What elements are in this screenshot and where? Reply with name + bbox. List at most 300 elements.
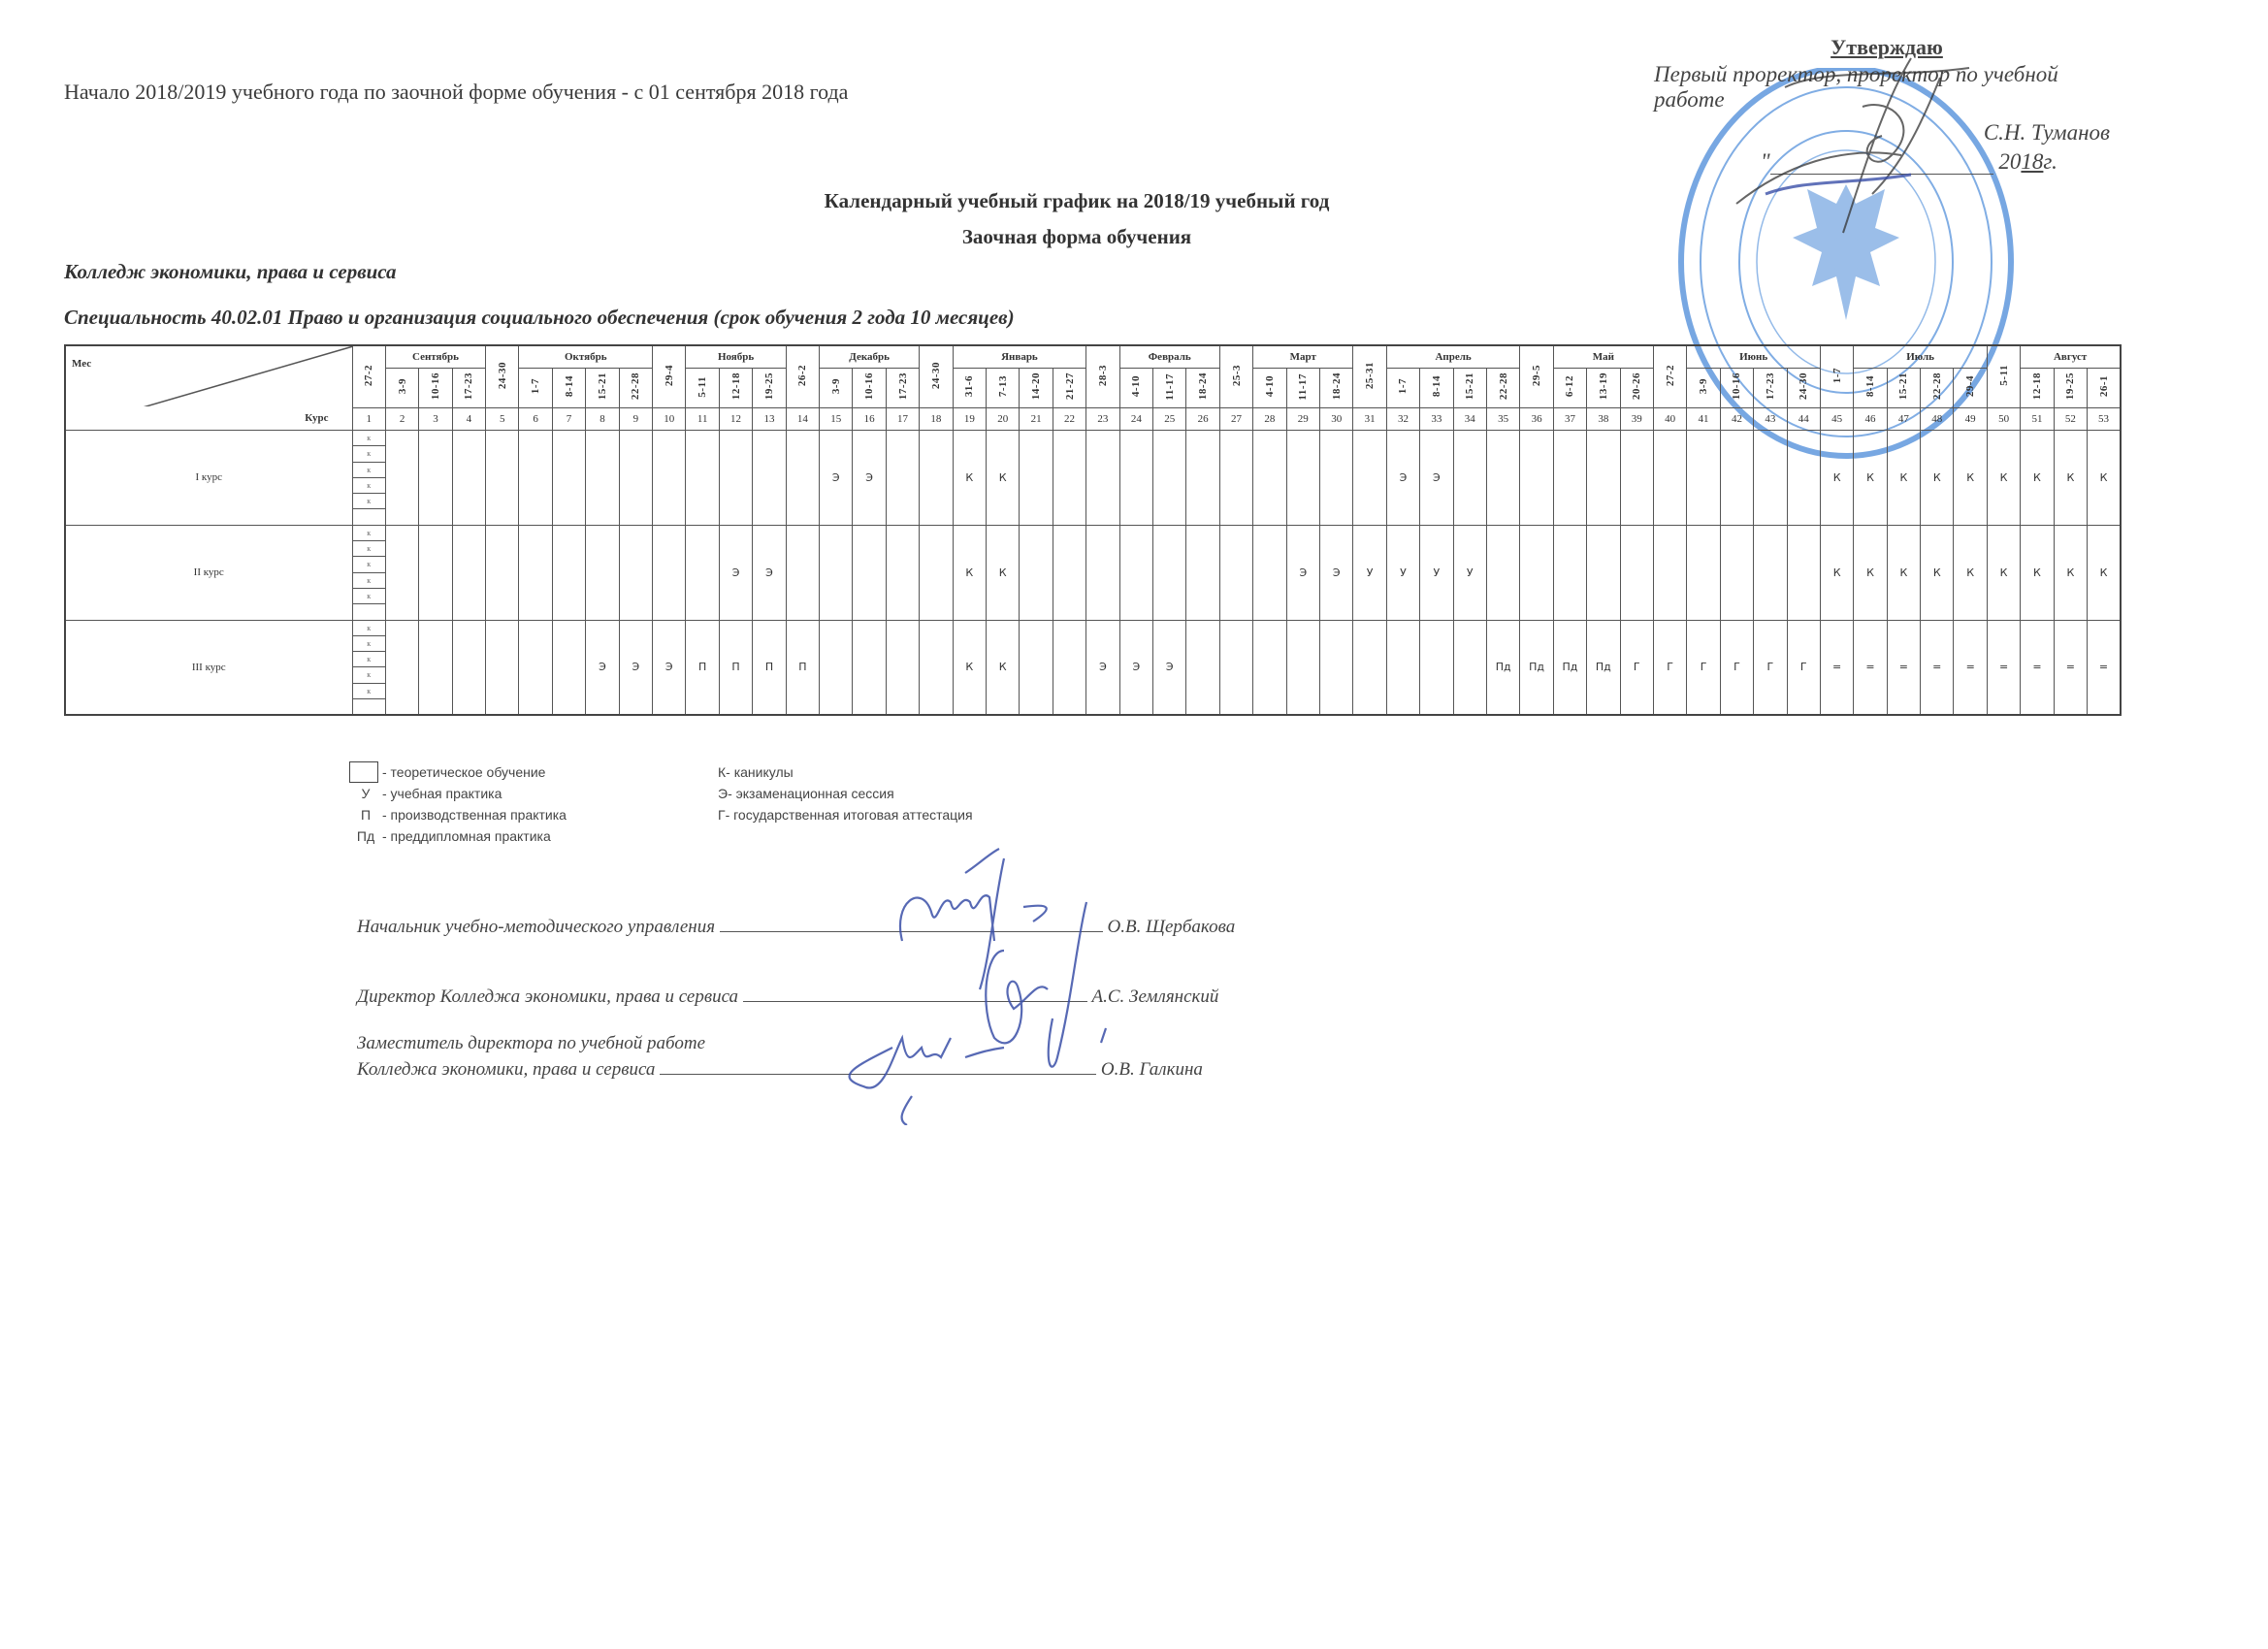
month-header: Сентябрь bbox=[385, 345, 485, 369]
week-cell-subdivided bbox=[352, 525, 385, 620]
week-range-header: 5-11 bbox=[686, 369, 719, 408]
week-range-header: 8-14 bbox=[1854, 369, 1887, 408]
schedule-cell: Г bbox=[1620, 620, 1653, 715]
schedule-cell: Г bbox=[1653, 620, 1686, 715]
week-number: 41 bbox=[1687, 408, 1720, 431]
week-range-header: 14-20 bbox=[1020, 369, 1053, 408]
schedule-cell bbox=[1020, 525, 1053, 620]
schedule-cell bbox=[1020, 431, 1053, 526]
start-note: Начало 2018/2019 учебного года по заочной форме обучения - с 01 сентября 2018 года bbox=[64, 80, 849, 104]
week-range-header: 29-5 bbox=[1520, 345, 1553, 408]
month-header: Декабрь bbox=[820, 345, 920, 369]
week-number: 45 bbox=[1820, 408, 1853, 431]
week-number: 31 bbox=[1353, 408, 1386, 431]
week-number: 36 bbox=[1520, 408, 1553, 431]
schedule-cell: К bbox=[953, 431, 986, 526]
schedule-cell bbox=[385, 525, 418, 620]
schedule-cell: К bbox=[2054, 431, 2087, 526]
schedule-cell: Г bbox=[1787, 620, 1820, 715]
schedule-cell bbox=[1486, 525, 1519, 620]
week-number: 10 bbox=[653, 408, 686, 431]
schedule-cell bbox=[1553, 525, 1586, 620]
month-header: Июль bbox=[1854, 345, 1988, 369]
legend-item: Пд - преддипломная практика bbox=[356, 828, 551, 844]
schedule-cell: К bbox=[1921, 525, 1954, 620]
schedule-cell: К bbox=[987, 525, 1020, 620]
schedule-cell bbox=[486, 620, 519, 715]
schedule-cell: = bbox=[2054, 620, 2087, 715]
week-cell-subdivided bbox=[352, 620, 385, 715]
schedule-cell: К bbox=[1887, 431, 1920, 526]
schedule-cell bbox=[1119, 525, 1152, 620]
week-number: 43 bbox=[1754, 408, 1787, 431]
schedule-cell: Э bbox=[1320, 525, 1353, 620]
schedule-cell bbox=[853, 620, 886, 715]
schedule-cell: П bbox=[786, 620, 819, 715]
week-range-header: 19-25 bbox=[2054, 369, 2087, 408]
schedule-cell bbox=[419, 620, 452, 715]
schedule-cell: П bbox=[753, 620, 786, 715]
week-number: 29 bbox=[1286, 408, 1319, 431]
schedule-cell bbox=[1086, 525, 1119, 620]
schedule-cell: Э bbox=[1386, 431, 1419, 526]
schedule-cell: К bbox=[1887, 525, 1920, 620]
schedule-cell bbox=[1787, 431, 1820, 526]
week-number: 38 bbox=[1587, 408, 1620, 431]
week-number: 35 bbox=[1486, 408, 1519, 431]
schedule-cell bbox=[1787, 525, 1820, 620]
schedule-cell bbox=[1320, 620, 1353, 715]
week-number: 47 bbox=[1887, 408, 1920, 431]
legend-left bbox=[349, 761, 567, 847]
week-cell-subdivided bbox=[352, 431, 385, 526]
schedule-cell bbox=[920, 525, 953, 620]
schedule-cell bbox=[653, 431, 686, 526]
week-number: 26 bbox=[1186, 408, 1219, 431]
schedule-cell: К bbox=[1954, 431, 1987, 526]
schedule-cell bbox=[1420, 620, 1453, 715]
schedule-cell: = bbox=[1921, 620, 1954, 715]
schedule-cell: = bbox=[1887, 620, 1920, 715]
week-range-header: 22-28 bbox=[1486, 369, 1519, 408]
schedule-cell bbox=[619, 431, 652, 526]
week-number: 8 bbox=[586, 408, 619, 431]
week-range-header: 7-13 bbox=[987, 369, 1020, 408]
schedule-cell: К bbox=[1820, 431, 1853, 526]
approval-signatory: С.Н. Туманов bbox=[1983, 120, 2110, 145]
week-number: 20 bbox=[987, 408, 1020, 431]
schedule-cell: К bbox=[987, 431, 1020, 526]
schedule-cell bbox=[1219, 431, 1252, 526]
schedule-cell: К bbox=[2088, 525, 2121, 620]
schedule-cell: Э bbox=[653, 620, 686, 715]
week-number: 53 bbox=[2088, 408, 2121, 431]
schedule-cell bbox=[1219, 525, 1252, 620]
approval-block bbox=[1654, 35, 2120, 175]
course-row bbox=[65, 431, 2121, 526]
sub-cell: к bbox=[353, 446, 385, 462]
schedule-cell bbox=[886, 620, 919, 715]
schedule-cell bbox=[1620, 525, 1653, 620]
schedule-cell bbox=[886, 525, 919, 620]
week-number: 14 bbox=[786, 408, 819, 431]
sub-cell: к bbox=[353, 636, 385, 652]
schedule-cell: У bbox=[1453, 525, 1486, 620]
schedule-cell bbox=[1754, 431, 1787, 526]
schedule-cell: К bbox=[987, 620, 1020, 715]
course-label: II курс bbox=[65, 525, 352, 620]
schedule-cell: Г bbox=[1754, 620, 1787, 715]
sub-cell bbox=[353, 509, 385, 524]
schedule-cell bbox=[1286, 431, 1319, 526]
week-range-header: 15-21 bbox=[1887, 369, 1920, 408]
week-range-header: 19-25 bbox=[753, 369, 786, 408]
week-number: 28 bbox=[1253, 408, 1286, 431]
week-range-header: 3-9 bbox=[820, 369, 853, 408]
schedule-cell bbox=[886, 431, 919, 526]
schedule-cell: К bbox=[1820, 525, 1853, 620]
week-range-header: 26-2 bbox=[786, 345, 819, 408]
week-number: 4 bbox=[452, 408, 485, 431]
week-range-header: 31-6 bbox=[953, 369, 986, 408]
week-range-header: 12-18 bbox=[2021, 369, 2054, 408]
table-corner bbox=[65, 345, 352, 431]
schedule-cell bbox=[920, 620, 953, 715]
week-number: 51 bbox=[2021, 408, 2054, 431]
schedule-cell: Пд bbox=[1520, 620, 1553, 715]
schedule-cell: К bbox=[1854, 431, 1887, 526]
schedule-cell: К bbox=[1987, 431, 2020, 526]
schedule-cell: К bbox=[1954, 525, 1987, 620]
schedule-cell bbox=[1486, 431, 1519, 526]
week-range-header: 22-28 bbox=[1921, 369, 1954, 408]
schedule-cell bbox=[1253, 620, 1286, 715]
week-number: 19 bbox=[953, 408, 986, 431]
week-number: 37 bbox=[1553, 408, 1586, 431]
week-number: 52 bbox=[2054, 408, 2087, 431]
week-range-header: 25-31 bbox=[1353, 345, 1386, 408]
week-range-header: 18-24 bbox=[1186, 369, 1219, 408]
schedule-cell: Э bbox=[619, 620, 652, 715]
week-number: 33 bbox=[1420, 408, 1453, 431]
week-number: 7 bbox=[552, 408, 585, 431]
week-range-header: 3-9 bbox=[385, 369, 418, 408]
week-range-header: 3-9 bbox=[1687, 369, 1720, 408]
week-range-header: 4-10 bbox=[1119, 369, 1152, 408]
schedule-cell bbox=[486, 525, 519, 620]
schedule-cell bbox=[452, 525, 485, 620]
schedule-cell bbox=[820, 620, 853, 715]
sub-cell: к bbox=[353, 621, 385, 636]
week-range-header: 6-12 bbox=[1553, 369, 1586, 408]
week-number: 3 bbox=[419, 408, 452, 431]
schedule-cell: К bbox=[1987, 525, 2020, 620]
week-range-header: 10-16 bbox=[853, 369, 886, 408]
date-line bbox=[1770, 154, 1993, 175]
approval-heading: Утверждаю bbox=[1831, 35, 1943, 59]
month-header: Январь bbox=[953, 345, 1086, 369]
schedule-cell bbox=[519, 525, 552, 620]
week-number: 11 bbox=[686, 408, 719, 431]
schedule-cell: Э bbox=[586, 620, 619, 715]
schedule-cell bbox=[1687, 525, 1720, 620]
schedule-cell: Э bbox=[1286, 525, 1319, 620]
week-range-header: 24-30 bbox=[486, 345, 519, 408]
schedule-cell bbox=[519, 620, 552, 715]
week-number: 12 bbox=[719, 408, 752, 431]
schedule-cell: П bbox=[719, 620, 752, 715]
legend-item: У - учебная практика bbox=[361, 786, 502, 801]
schedule-cell bbox=[1153, 525, 1186, 620]
week-number: 24 bbox=[1119, 408, 1152, 431]
schedule-cell bbox=[586, 431, 619, 526]
schedule-cell bbox=[1587, 431, 1620, 526]
schedule-cell bbox=[1353, 620, 1386, 715]
schedule-cell: Э bbox=[853, 431, 886, 526]
specialty-name: Специальность 40.02.01 Право и организация социального обеспечения (срок обучения 2 года 10 месяцев) bbox=[64, 306, 1015, 329]
schedule-cell: Г bbox=[1720, 620, 1753, 715]
sub-cell: к bbox=[353, 557, 385, 572]
month-header: Ноябрь bbox=[686, 345, 786, 369]
month-header: Май bbox=[1553, 345, 1653, 369]
schedule-cell bbox=[1020, 620, 1053, 715]
week-range-header: 8-14 bbox=[1420, 369, 1453, 408]
schedule-cell: К bbox=[1921, 431, 1954, 526]
theory-box-icon bbox=[349, 761, 378, 783]
approval-position: Первый проректор, проректор по учебной работе bbox=[1654, 62, 2058, 112]
schedule-cell bbox=[1353, 431, 1386, 526]
schedule-cell: К bbox=[953, 620, 986, 715]
sub-cell: к bbox=[353, 667, 385, 683]
week-range-header: 29-4 bbox=[653, 345, 686, 408]
schedule-cell bbox=[853, 525, 886, 620]
sub-cell: к bbox=[353, 573, 385, 589]
schedule-cell: Г bbox=[1687, 620, 1720, 715]
schedule-cell bbox=[619, 525, 652, 620]
signature-row: Начальник учебно-методического управления О.В. Щербакова bbox=[357, 917, 1236, 937]
month-header: Август bbox=[2021, 345, 2121, 369]
schedule-cell: К bbox=[2021, 431, 2054, 526]
week-range-header: 20-26 bbox=[1620, 369, 1653, 408]
signature-row: Директор Колледжа экономики, права и сервиса А.С. Землянский bbox=[357, 986, 1219, 1007]
schedule-cell bbox=[1720, 525, 1753, 620]
schedule-cell bbox=[1186, 525, 1219, 620]
schedule-cell bbox=[1253, 525, 1286, 620]
schedule-cell: = bbox=[2021, 620, 2054, 715]
week-range-header: 17-23 bbox=[886, 369, 919, 408]
schedule-cell bbox=[1520, 525, 1553, 620]
schedule-cell bbox=[552, 525, 585, 620]
schedule-cell bbox=[1720, 431, 1753, 526]
sub-cell bbox=[353, 699, 385, 714]
week-range-header: 4-10 bbox=[1253, 369, 1286, 408]
schedule-table bbox=[64, 344, 2122, 716]
schedule-cell bbox=[385, 620, 418, 715]
schedule-cell: Э bbox=[753, 525, 786, 620]
week-range-header: 26-1 bbox=[2088, 369, 2121, 408]
week-range-header: 10-16 bbox=[1720, 369, 1753, 408]
approval-date: " 2018г. bbox=[1761, 149, 2057, 174]
schedule-cell bbox=[419, 431, 452, 526]
week-range-header: 1-7 bbox=[519, 369, 552, 408]
week-range-header: 17-23 bbox=[452, 369, 485, 408]
legend-item: - теоретическое обучение bbox=[349, 761, 567, 783]
handwritten-signatures-icon bbox=[795, 844, 1164, 1125]
schedule-cell: = bbox=[1820, 620, 1853, 715]
schedule-cell: Пд bbox=[1587, 620, 1620, 715]
week-number: 27 bbox=[1219, 408, 1252, 431]
week-number: 46 bbox=[1854, 408, 1887, 431]
schedule-cell bbox=[1253, 431, 1286, 526]
legend-right bbox=[718, 761, 973, 825]
schedule-cell: Пд bbox=[1553, 620, 1586, 715]
schedule-cell bbox=[1219, 620, 1252, 715]
schedule-cell: Пд bbox=[1486, 620, 1519, 715]
week-number: 22 bbox=[1053, 408, 1085, 431]
week-range-header: 21-27 bbox=[1053, 369, 1085, 408]
week-range-header: 27-2 bbox=[1653, 345, 1686, 408]
schedule-cell bbox=[1053, 431, 1085, 526]
course-row bbox=[65, 620, 2121, 715]
week-range-header: 11-17 bbox=[1286, 369, 1319, 408]
schedule-cell: К bbox=[2054, 525, 2087, 620]
week-range-header: 15-21 bbox=[1453, 369, 1486, 408]
schedule-cell bbox=[1653, 431, 1686, 526]
schedule-cell bbox=[586, 525, 619, 620]
week-range-header: 18-24 bbox=[1320, 369, 1353, 408]
course-label: III курс bbox=[65, 620, 352, 715]
week-range-header: 15-21 bbox=[586, 369, 619, 408]
week-number: 18 bbox=[920, 408, 953, 431]
week-number: 2 bbox=[385, 408, 418, 431]
signature-line bbox=[743, 1000, 1087, 1002]
week-range-header: 12-18 bbox=[719, 369, 752, 408]
schedule-cell bbox=[552, 620, 585, 715]
week-number: 50 bbox=[1987, 408, 2020, 431]
schedule-cell: У bbox=[1420, 525, 1453, 620]
schedule-cell bbox=[552, 431, 585, 526]
schedule-cell bbox=[1053, 525, 1085, 620]
schedule-cell bbox=[686, 431, 719, 526]
week-number: 23 bbox=[1086, 408, 1119, 431]
week-range-header: 13-19 bbox=[1587, 369, 1620, 408]
week-number: 48 bbox=[1921, 408, 1954, 431]
week-range-header: 24-30 bbox=[920, 345, 953, 408]
signature-line bbox=[720, 930, 1103, 932]
schedule-cell bbox=[920, 431, 953, 526]
page-subtitle: Заочная форма обучения bbox=[961, 225, 1192, 248]
week-range-header: 27-2 bbox=[352, 345, 385, 408]
week-number: 15 bbox=[820, 408, 853, 431]
schedule-cell: = bbox=[1854, 620, 1887, 715]
week-number: 21 bbox=[1020, 408, 1053, 431]
sub-cell: к bbox=[353, 478, 385, 494]
week-range-header: 8-14 bbox=[552, 369, 585, 408]
schedule-cell bbox=[1053, 620, 1085, 715]
schedule-cell bbox=[452, 620, 485, 715]
sub-cell: к bbox=[353, 526, 385, 541]
signature-position-line1: Заместитель директора по учебной работе bbox=[357, 1033, 706, 1053]
page-title: Календарный учебный график на 2018/19 учебный год bbox=[824, 189, 1330, 212]
course-label: I курс bbox=[65, 431, 352, 526]
week-number: 1 bbox=[352, 408, 385, 431]
schedule-cell bbox=[820, 525, 853, 620]
week-number: 16 bbox=[853, 408, 886, 431]
schedule-cell: = bbox=[1954, 620, 1987, 715]
sub-cell: к bbox=[353, 652, 385, 667]
schedule-cell: К bbox=[2088, 431, 2121, 526]
schedule-cell: = bbox=[2088, 620, 2121, 715]
schedule-cell bbox=[1119, 431, 1152, 526]
sub-cell: к bbox=[353, 494, 385, 509]
schedule-cell bbox=[1687, 431, 1720, 526]
schedule-cell: Э bbox=[1119, 620, 1152, 715]
week-number: 49 bbox=[1954, 408, 1987, 431]
legend-item: Г- государственная итоговая аттестация bbox=[718, 807, 973, 823]
week-number: 39 bbox=[1620, 408, 1653, 431]
schedule-cell bbox=[1587, 525, 1620, 620]
week-range-header: 29-4 bbox=[1954, 369, 1987, 408]
schedule-cell bbox=[519, 431, 552, 526]
schedule-cell: Э bbox=[719, 525, 752, 620]
schedule-cell: К bbox=[1854, 525, 1887, 620]
schedule-cell bbox=[1386, 620, 1419, 715]
schedule-cell: Э bbox=[1086, 620, 1119, 715]
week-number: 13 bbox=[753, 408, 786, 431]
week-number: 9 bbox=[619, 408, 652, 431]
schedule-cell bbox=[1553, 431, 1586, 526]
week-range-header: 5-11 bbox=[1987, 345, 2020, 408]
schedule-cell bbox=[1286, 620, 1319, 715]
week-range-header: 28-3 bbox=[1086, 345, 1119, 408]
week-range-header: 10-16 bbox=[419, 369, 452, 408]
schedule-cell: = bbox=[1987, 620, 2020, 715]
week-range-header: 24-30 bbox=[1787, 369, 1820, 408]
schedule-cell bbox=[452, 431, 485, 526]
schedule-cell: У bbox=[1386, 525, 1419, 620]
legend-item: К- каникулы bbox=[718, 764, 794, 780]
week-number: 42 bbox=[1720, 408, 1753, 431]
signature-row: Колледжа экономики, права и сервиса О.В. Галкина bbox=[357, 1059, 1203, 1080]
sub-cell: к bbox=[353, 684, 385, 699]
week-number: 25 bbox=[1153, 408, 1186, 431]
week-number: 34 bbox=[1453, 408, 1486, 431]
signature-line bbox=[660, 1073, 1096, 1075]
schedule-cell bbox=[1520, 431, 1553, 526]
week-number: 40 bbox=[1653, 408, 1686, 431]
schedule-cell bbox=[419, 525, 452, 620]
sub-cell: к bbox=[353, 431, 385, 446]
schedule-cell bbox=[1153, 431, 1186, 526]
corner-course-label: Курс bbox=[305, 412, 329, 424]
schedule-cell bbox=[1653, 525, 1686, 620]
schedule-cell bbox=[486, 431, 519, 526]
week-range-header: 11-17 bbox=[1153, 369, 1186, 408]
schedule-cell bbox=[653, 525, 686, 620]
week-number: 6 bbox=[519, 408, 552, 431]
week-range-header: 25-3 bbox=[1219, 345, 1252, 408]
sub-cell: к bbox=[353, 541, 385, 557]
legend-item: П - производственная практика bbox=[360, 807, 567, 823]
week-number: 32 bbox=[1386, 408, 1419, 431]
sub-cell: к bbox=[353, 463, 385, 478]
schedule-cell: К bbox=[2021, 525, 2054, 620]
schedule-cell: У bbox=[1353, 525, 1386, 620]
course-row bbox=[65, 525, 2121, 620]
schedule-cell: Э bbox=[1420, 431, 1453, 526]
month-header: Июнь bbox=[1687, 345, 1821, 369]
schedule-cell bbox=[1320, 431, 1353, 526]
